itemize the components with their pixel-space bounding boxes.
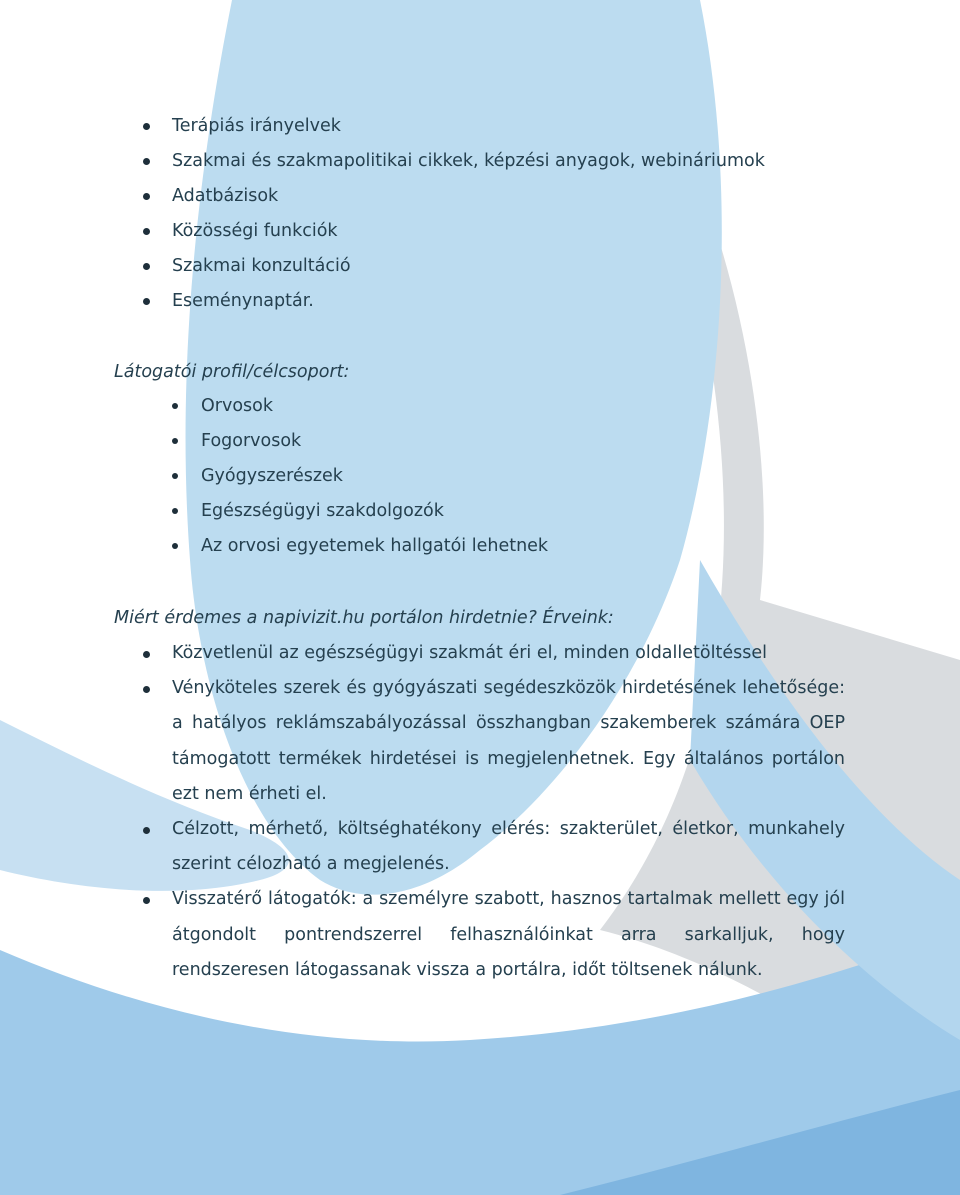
list-item: Gyógyszerészek — [201, 459, 801, 494]
list-item: Közvetlenül az egészségügyi szakmát éri el, minden oldalletöltéssel — [172, 636, 845, 671]
bullet-icon — [172, 543, 178, 549]
list-item: Szakmai konzultáció — [172, 249, 872, 284]
bullet-icon — [143, 228, 150, 235]
list-item: Orvosok — [201, 389, 801, 424]
bullet-icon — [143, 298, 150, 305]
bullet-icon — [172, 403, 178, 409]
audience-list — [201, 389, 801, 564]
list-item: Fogorvosok — [201, 424, 801, 459]
list-item: Szakmai és szakmapolitikai cikkek, képzési anyagok, webináriumok — [172, 144, 872, 179]
bullet-icon — [143, 263, 150, 270]
bullet-icon — [143, 686, 150, 693]
list-item: Visszatérő látogatók: a személyre szabott, hasznos tartalmak mellett egy jól átgondolt pontrendszerrel felhasználóinkat arra sarkalljuk, hogy rendszeresen látogassanak vissza a portálra, időt töltsenek nálunk. — [172, 882, 845, 988]
features-list — [172, 109, 872, 319]
bullet-icon — [143, 123, 150, 130]
benefits-list — [172, 636, 845, 988]
bullet-icon — [143, 193, 150, 200]
bullet-icon — [172, 438, 178, 444]
bullet-icon — [172, 473, 178, 479]
list-item: Adatbázisok — [172, 179, 872, 214]
list-item: Célzott, mérhető, költséghatékony elérés: szakterület, életkor, munkahely szerint célozható a megjelenés. — [172, 812, 845, 882]
list-item: Közösségi funkciók — [172, 214, 872, 249]
list-item: Eseménynaptár. — [172, 284, 872, 319]
list-item: Az orvosi egyetemek hallgatói lehetnek — [201, 529, 801, 564]
why-heading: Miért érdemes a napivizit.hu portálon hirdetnie? Érveink: — [114, 608, 614, 628]
list-item: Egészségügyi szakdolgozók — [201, 494, 801, 529]
bullet-icon — [172, 508, 178, 514]
audience-heading: Látogatói profil/célcsoport: — [114, 362, 350, 382]
bullet-icon — [143, 897, 150, 904]
list-item: Vényköteles szerek és gyógyászati segédeszközök hirdetésének lehetősége: a hatályos reklámszabályozással összhangban szakemberek számára OEP támogatott termékek hirdetései is megjelenhetnek. Egy általános portálon ezt nem érheti el. — [172, 671, 845, 812]
list-item: Terápiás irányelvek — [172, 109, 872, 144]
bullet-icon — [143, 651, 150, 658]
bullet-icon — [143, 158, 150, 165]
bullet-icon — [143, 827, 150, 834]
